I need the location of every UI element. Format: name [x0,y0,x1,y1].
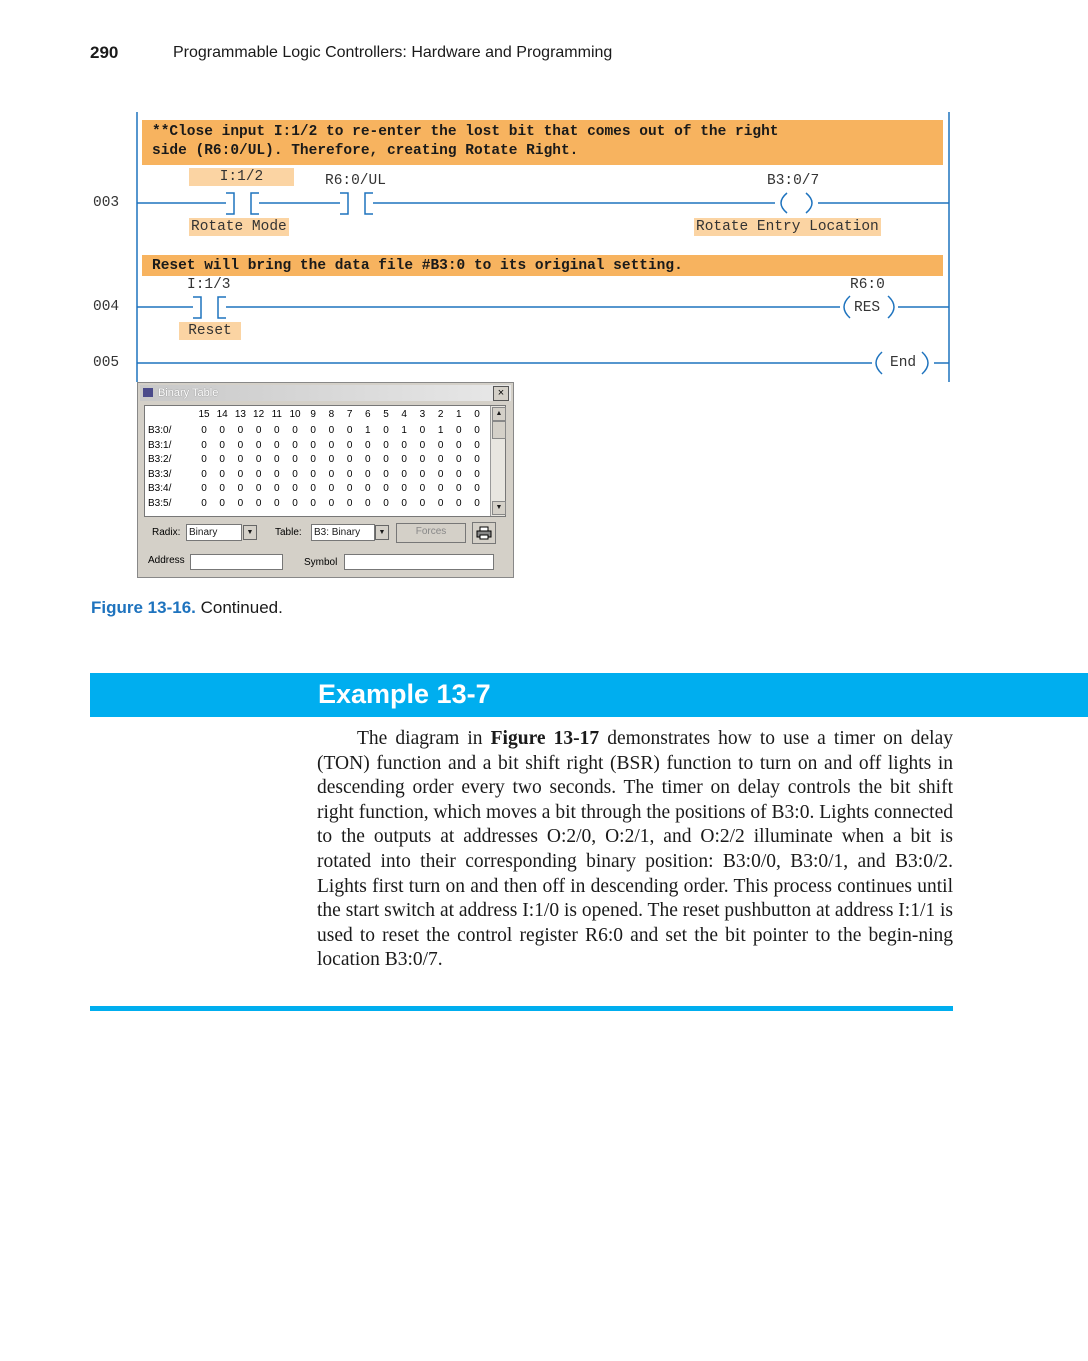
bit-cell[interactable]: 0 [365,454,371,466]
bit-cell[interactable]: 0 [383,483,389,495]
bit-column-header: 8 [328,409,335,420]
bit-column-header: 9 [310,409,316,420]
bit-column-header: 10 [289,409,301,420]
bit-cell[interactable]: 0 [219,468,225,480]
bit-column-header: 14 [216,409,228,420]
contact-address-r60-ul: R6:0/UL [325,173,386,189]
contact-address-i12: I:1/2 [189,168,294,186]
bit-cell[interactable]: 0 [474,498,480,509]
scroll-up-icon[interactable]: ▲ [492,407,506,421]
bit-cell[interactable]: 0 [310,454,316,466]
coil-address-b30-7: B3:0/7 [767,173,820,189]
bit-cell[interactable]: 0 [219,454,225,466]
bit-cell[interactable]: 0 [292,483,298,495]
bit-row-label: B3:0/ [148,425,172,436]
rung-number-005: 005 [93,355,120,371]
bit-cell[interactable]: 0 [310,439,316,451]
bit-cell[interactable]: 0 [274,454,280,466]
bit-row-label: B3:4/ [148,483,172,495]
bit-column-header: 11 [271,409,282,420]
bit-cell[interactable]: 0 [292,454,298,466]
running-header: Programmable Logic Controllers: Hardware and Programming [173,44,613,61]
binary-table-grid [144,405,506,517]
bit-cell[interactable]: 0 [201,425,207,436]
bit-cell[interactable]: 0 [456,483,462,495]
bit-cell[interactable]: 0 [201,483,207,495]
example-bottom-rule [90,1006,953,1011]
bit-cell[interactable]: 0 [419,454,426,466]
bit-cell[interactable]: 0 [383,468,389,480]
bit-cell[interactable]: 0 [419,468,426,480]
symbol-label: Symbol [304,557,338,568]
bit-cell[interactable]: 0 [437,483,444,495]
rung-004-wires [137,296,949,318]
bit-cell[interactable]: 0 [474,483,480,495]
binary-table-title: Binary Table [158,387,219,399]
address-label: Address [148,555,185,566]
bit-cell[interactable]: 0 [201,468,207,480]
bit-cell[interactable]: 0 [219,439,225,451]
bit-column-header: 13 [234,409,246,420]
bit-cell[interactable]: 0 [365,439,371,451]
bit-cell[interactable]: 0 [237,425,244,436]
bit-cell[interactable]: 0 [237,454,244,466]
bit-cell[interactable]: 0 [383,454,389,466]
bit-cell[interactable]: 0 [328,483,335,495]
bit-cell[interactable]: 0 [401,483,407,495]
bit-cell[interactable]: 0 [201,439,207,451]
bit-cell[interactable]: 0 [292,498,298,509]
bit-cell[interactable]: 0 [346,439,353,451]
bit-cell[interactable]: 0 [474,439,480,451]
figure-caption-text: Continued. [195,598,283,617]
rung-number-003: 003 [93,195,120,211]
figure-number: Figure 13-16. [91,598,196,617]
contact-description-rotate-mode: Rotate Mode [191,219,287,235]
bit-cell[interactable]: 0 [255,454,262,466]
bit-cell[interactable]: 0 [437,439,444,451]
bit-cell[interactable]: 0 [346,483,353,495]
bit-cell[interactable]: 0 [255,468,262,480]
bit-column-header: 7 [346,409,353,420]
bit-cell[interactable]: 0 [255,498,262,509]
bit-cell[interactable]: 0 [274,483,280,495]
radix-label: Radix: [152,527,181,538]
vertical-scrollbar[interactable] [490,406,505,516]
bit-cell[interactable]: 0 [383,439,389,451]
bit-column-header: 4 [401,409,407,420]
scroll-thumb[interactable] [492,421,506,439]
radix-dropdown-icon[interactable]: ▼ [243,525,257,540]
bit-cell[interactable]: 0 [237,483,244,495]
bit-cell[interactable]: 0 [346,425,353,436]
symbol-input[interactable] [344,554,494,570]
bit-cell[interactable]: 0 [255,483,262,495]
binary-table-window [137,382,514,578]
bit-cell[interactable]: 0 [419,498,426,509]
bit-cell[interactable]: 0 [292,439,298,451]
bit-column-header: 1 [456,409,462,420]
bit-cell[interactable]: 0 [383,425,389,436]
scroll-down-icon[interactable]: ▼ [492,501,506,515]
forces-button[interactable]: Forces [396,523,466,543]
bit-row-label: B3:1/ [148,439,172,451]
example-paragraph: The diagram in Figure 13-17 demonstrates how to use a timer on delay (TON) function and a bit shift right (BSR) function to turn on and off lights in descending order every two seconds. The timer on delay controls the bit shift right function, which moves a bit through the positions of B3:0. Lights connected to the outputs at addresses O:2/0, O:2/1, and O:2/2 illuminate when a bit is rotated into their corresponding binary position: B3:0/0, B3:0/1, and B3:0/2. Lights first turn on and then off in descending order. This process continues until the start switch at address I:1/0 is opened. The reset pushbutton at address I:1/1 is used to reset the control register R6:0 and set the bit pointer to the begin-ning location B3:0/7. [317,728,953,971]
bit-row-label: B3:3/ [148,468,172,480]
bit-cell[interactable]: 0 [310,425,316,436]
rung-005-wires [137,352,949,374]
bit-cell[interactable]: 0 [401,468,407,480]
table-dropdown-icon[interactable]: ▼ [375,525,389,540]
example-banner [90,673,1088,717]
coil-description-rotate-entry: Rotate Entry Location [696,219,879,235]
bit-cell[interactable]: 0 [274,498,280,509]
bit-cell[interactable]: 0 [365,468,371,480]
contact-address-i13: I:1/3 [187,277,231,293]
bit-cell[interactable]: 0 [219,483,225,495]
page-number: 290 [90,43,119,62]
bit-cell[interactable]: 0 [219,425,225,436]
bit-cell[interactable]: 0 [237,468,244,480]
bit-cell[interactable]: 1 [437,425,444,436]
bit-cell[interactable]: 0 [274,439,280,451]
end-label: End [890,355,917,371]
bit-cell[interactable]: 0 [255,439,262,451]
bit-cell[interactable]: 0 [365,498,371,509]
bit-cell[interactable]: 0 [292,468,298,480]
window-app-icon [143,388,153,397]
bit-cell[interactable]: 0 [237,439,244,451]
bit-cell[interactable]: 0 [201,454,207,466]
printer-icon [476,526,492,540]
table-select[interactable]: B3: Binary [311,524,375,541]
bit-cell[interactable]: 0 [419,425,426,436]
bit-cell[interactable]: 0 [456,468,462,480]
bit-cell[interactable]: 1 [401,425,407,436]
bit-cell[interactable]: 0 [310,498,316,509]
bit-cell[interactable]: 0 [419,439,426,451]
coil-address-r60: R6:0 [850,277,885,293]
bit-cell[interactable]: 0 [419,483,426,495]
bit-cell[interactable]: 0 [474,425,480,436]
table-label: Table: [275,527,302,538]
bit-cell[interactable]: 0 [456,425,462,436]
bit-cell[interactable]: 0 [456,498,462,509]
figure-caption [91,598,283,618]
figure-reference: Figure 13-17 [490,728,600,749]
rung-number-004: 004 [93,299,120,315]
bit-cell[interactable]: 0 [401,454,407,466]
bit-cell[interactable]: 0 [346,468,353,480]
close-icon[interactable]: × [493,386,509,401]
bit-cell[interactable]: 0 [255,425,262,436]
bit-cell[interactable]: 0 [274,425,280,436]
contact-description-reset: Reset [179,322,241,340]
bit-column-header: 5 [383,409,389,420]
bit-cell[interactable]: 1 [365,425,371,436]
bit-cell[interactable]: 0 [310,468,316,480]
bit-cell[interactable]: 0 [328,439,335,451]
bit-cell[interactable]: 0 [310,483,316,495]
bit-cell[interactable]: 0 [437,454,444,466]
bit-cell[interactable]: 0 [456,454,462,466]
reset-coil-label: RES [854,300,881,316]
bit-cell[interactable]: 0 [219,498,225,509]
rung-comment-rotate-right: **Close input I:1/2 to re-enter the lost bit that comes out of the right side (R6:0/UL). Therefore, creating Rotate Right. [142,120,943,165]
bit-column-header: 15 [198,409,210,420]
bit-cell[interactable]: 0 [328,498,335,509]
bit-cell[interactable]: 0 [328,425,335,436]
bit-cell[interactable]: 0 [437,468,444,480]
bit-cell[interactable]: 0 [274,468,280,480]
bit-cell[interactable]: 0 [401,498,407,509]
rung-003-wires [137,193,949,214]
bit-cell[interactable]: 0 [346,454,353,466]
bit-cell[interactable]: 0 [346,498,353,509]
rung-comment-reset: Reset will bring the data file #B3:0 to its original setting. [142,255,943,276]
bit-cell[interactable]: 0 [365,483,371,495]
bit-row-label: B3:5/ [148,498,172,509]
bit-row-label: B3:2/ [148,454,172,466]
bit-cell[interactable]: 0 [437,498,444,509]
address-input[interactable] [190,554,283,570]
bit-cell[interactable]: 0 [401,439,407,451]
radix-select[interactable]: Binary [186,524,242,541]
print-button[interactable] [472,522,496,544]
bit-column-header: 0 [474,409,480,420]
example-title: Example 13-7 [318,679,491,709]
bit-cell[interactable]: 0 [474,454,480,466]
binary-table-titlebar [140,385,511,401]
bit-cell[interactable]: 0 [237,498,244,509]
bit-cell[interactable]: 0 [201,498,207,509]
bit-column-header: 2 [437,409,444,420]
bit-cell[interactable]: 0 [328,468,335,480]
bit-column-header: 6 [365,409,371,420]
bit-column-header: 3 [419,409,426,420]
bit-cell[interactable]: 0 [383,498,389,509]
bit-cell[interactable]: 0 [328,454,335,466]
bit-cell[interactable]: 0 [456,439,462,451]
bit-cell[interactable]: 0 [292,425,298,436]
bit-column-header: 12 [253,409,265,420]
bit-cell[interactable]: 0 [474,468,480,480]
